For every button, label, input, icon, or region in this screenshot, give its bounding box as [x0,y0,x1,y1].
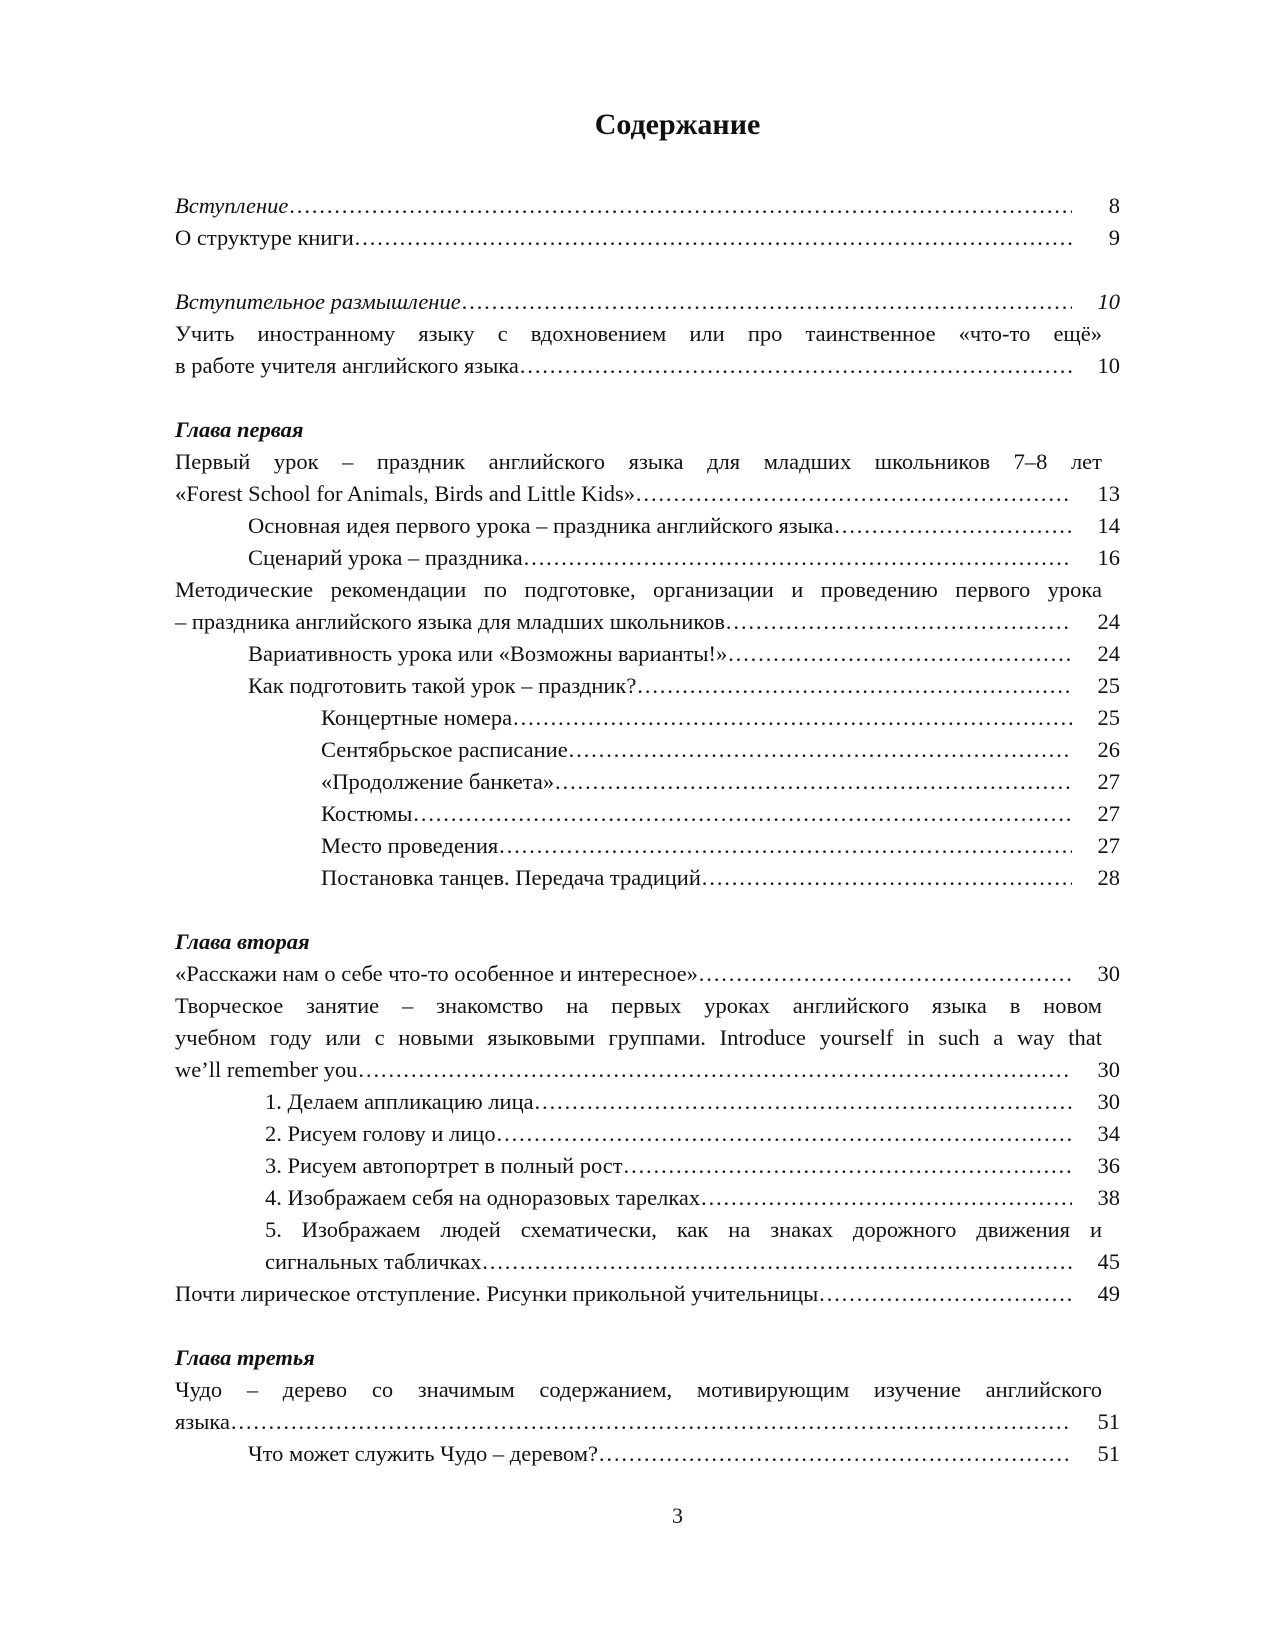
toc-entry[interactable] [175,702,1120,734]
toc-entry[interactable] [175,958,1120,990]
spacer [175,254,1120,286]
dot-leader [523,542,1072,574]
toc-entry-title: Концертные номера [321,705,513,730]
dot-leader [698,958,1072,990]
toc-entry-title: Место проведения [321,833,499,858]
toc-entry-page: 9 [1108,225,1120,250]
spacer [175,382,1120,414]
toc-entry[interactable] [175,222,1120,254]
toc-entry-title-line[interactable]: Творческое занятие – знакомство на первых уроках английского языка в новом [175,993,1102,1018]
dot-leader [357,1054,1072,1086]
dot-leader [598,1438,1072,1470]
toc-entry-title: Костюмы [321,801,413,826]
toc-entry-page: 24 [1097,609,1120,634]
chapter-heading: Глава вторая [175,929,310,954]
toc-entry-title: 1. Делаем аппликацию лица [265,1089,534,1114]
toc-entry-title-line[interactable]: Методические рекомендации по подготовке, организации и проведению первого урока [175,577,1102,602]
toc-entry[interactable] [175,478,1120,510]
toc-entry[interactable] [175,766,1120,798]
toc-entry-title: Вариативность урока или «Возможны варианты!» [248,641,728,666]
toc-entry-title-line[interactable]: 5. Изображаем людей схематически, как на знаках дорожного движения и [265,1217,1102,1242]
toc-entry-title: «Forest School for Animals, Birds and Little Kids» [175,481,635,506]
toc-entry-title-line[interactable]: Учить иностранному языку с вдохновением или про таинственное «что-то ещё» [175,321,1102,346]
toc-entry[interactable] [175,1182,1120,1214]
toc-entry-title: сигнальных табличках [265,1249,482,1274]
toc-entry-title: «Продолжение банкета» [321,769,555,794]
toc-entry-page: 38 [1097,1185,1120,1210]
dot-leader [554,766,1072,798]
toc-entry-title: Вступительное размышление [175,289,461,314]
spacer [175,1310,1120,1342]
toc-entry-title: Сценарий урока – праздника [248,545,523,570]
toc-entry[interactable] [175,542,1120,574]
toc-entry[interactable] [175,670,1120,702]
toc-entry-title: Основная идея первого урока – праздника английского языка [248,513,834,538]
toc-entry-title: Почти лирическое отступление. Рисунки прикольной учительницы [175,1281,819,1306]
spacer [175,894,1120,926]
dot-leader [623,1150,1072,1182]
toc-entry-page: 25 [1097,705,1120,730]
dot-leader [354,222,1072,254]
dot-leader [534,1086,1072,1118]
toc-entry[interactable] [175,862,1120,894]
toc-entry[interactable] [175,190,1120,222]
toc-entry-title-line[interactable]: Чудо – дерево со значимым содержанием, мотивирующим изучение английского [175,1377,1102,1402]
toc-entry-title-line[interactable]: учебном году или с новыми языковыми группами. Introduce yourself in such a way that [175,1025,1102,1050]
toc-entry[interactable] [175,350,1120,382]
toc-entry-page: 8 [1108,193,1120,218]
dot-leader [636,670,1072,702]
toc-entry-title: языка [175,1409,230,1434]
toc-entry[interactable] [175,798,1120,830]
toc-entry-title: «Расскажи нам о себе что-то особенное и интересное» [175,961,698,986]
dot-leader [635,478,1072,510]
toc-entry[interactable] [175,286,1120,318]
chapter-heading: Глава первая [175,417,304,442]
dot-leader [725,606,1072,638]
dot-leader [496,1118,1072,1150]
toc-entry-page: 26 [1097,737,1120,762]
toc-entry-page: 30 [1097,961,1120,986]
toc-entry[interactable] [175,1150,1120,1182]
toc-entry-page: 27 [1097,801,1120,826]
toc-entry-page: 51 [1097,1441,1120,1466]
dot-leader [818,1278,1072,1310]
toc-entry-page: 27 [1097,833,1120,858]
toc-entry-title: 4. Изображаем себя на одноразовых тарелках [265,1185,701,1210]
chapter-heading: Глава третья [175,1345,315,1370]
toc-entry[interactable] [175,510,1120,542]
toc-entry-page: 10 [1097,353,1120,378]
toc-entry[interactable] [175,734,1120,766]
toc-entry[interactable] [175,1406,1120,1438]
toc-entry-page: 14 [1097,513,1120,538]
dot-leader [461,286,1072,318]
toc-entry-title: в работе учителя английского языка [175,353,519,378]
toc-entry-page: 36 [1097,1153,1120,1178]
dot-leader [481,1246,1072,1278]
toc-entry[interactable] [175,1118,1120,1150]
toc-entry[interactable] [175,1438,1120,1470]
toc-entry-page: 13 [1097,481,1120,506]
toc-entry-page: 27 [1097,769,1120,794]
toc-entry[interactable] [175,1054,1120,1086]
toc-entry-page: 28 [1097,865,1120,890]
toc-entry[interactable] [175,1086,1120,1118]
toc-entry-title-line[interactable]: Первый урок – праздник английского языка для младших школьников 7–8 лет [175,449,1102,474]
toc-entry[interactable] [175,606,1120,638]
toc-entry-page: 10 [1097,289,1120,314]
toc-entry-title: we’ll remember you [175,1057,358,1082]
dot-leader [512,702,1072,734]
toc-entry-title: Как подготовить такой урок – праздник? [248,673,637,698]
toc-entry-title: Постановка танцев. Передача традиций [321,865,701,890]
toc-entry-page: 34 [1097,1121,1120,1146]
dot-leader [700,1182,1072,1214]
toc-entry-page: 30 [1097,1057,1120,1082]
toc-entry-title: – праздника английского языка для младших школьников [175,609,726,634]
toc-entry-title: 2. Рисуем голову и лицо [265,1121,496,1146]
dot-leader [519,350,1072,382]
toc-entry[interactable] [175,830,1120,862]
toc-entry[interactable] [175,638,1120,670]
table-of-contents [175,190,1120,1470]
toc-entry-page: 30 [1097,1089,1120,1114]
toc-entry-page: 49 [1097,1281,1120,1306]
toc-entry-title: Что может служить Чудо – деревом? [248,1441,598,1466]
dot-leader [833,510,1072,542]
toc-entry-page: 51 [1097,1409,1120,1434]
dot-leader [701,862,1072,894]
toc-entry-title: 3. Рисуем автопортрет в полный рост [265,1153,623,1178]
page-title: Содержание [594,108,761,141]
dot-leader [230,1406,1072,1438]
toc-entry-title: О структуре книги [175,225,354,250]
toc-entry-title: Сентябрьское расписание [321,737,568,762]
toc-entry-page: 25 [1097,673,1120,698]
toc-entry-page: 45 [1097,1249,1120,1274]
dot-leader [568,734,1072,766]
toc-entry[interactable] [175,1246,1120,1278]
dot-leader [498,830,1072,862]
toc-entry-page: 16 [1097,545,1120,570]
dot-leader [727,638,1072,670]
dot-leader [288,190,1072,222]
toc-entry[interactable] [175,1278,1120,1310]
page-number: 3 [672,1503,683,1528]
toc-entry-title: Вступление [175,193,289,218]
toc-entry-page: 24 [1097,641,1120,666]
dot-leader [412,798,1072,830]
